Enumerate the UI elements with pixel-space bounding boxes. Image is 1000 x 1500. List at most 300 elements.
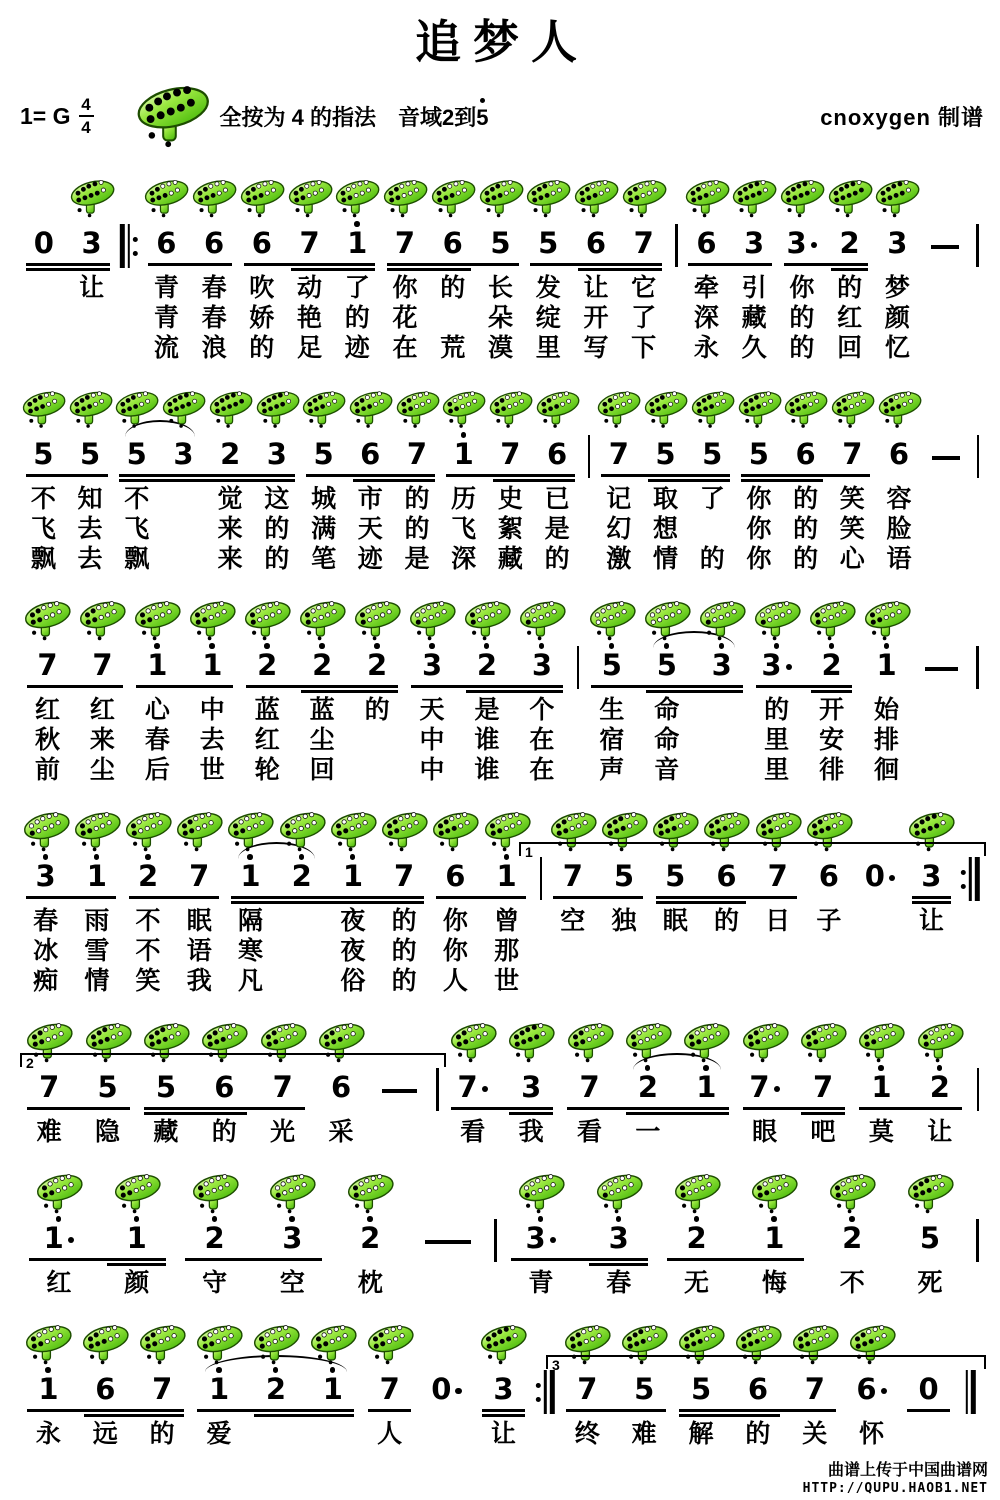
beam-underline — [782, 479, 823, 482]
lyric-char: 脸 — [886, 515, 912, 543]
lyric-char: 青 — [153, 304, 179, 332]
note-slot — [804, 642, 859, 695]
barline — [540, 857, 543, 900]
lyric-char: 在 — [529, 726, 555, 754]
beam-underline — [688, 263, 730, 266]
ocarina-fingering-icon — [876, 385, 923, 431]
lyric-char: 中 — [199, 696, 225, 724]
note-column — [190, 165, 238, 363]
time-signature-divider — [79, 115, 94, 117]
note-number: 7 — [379, 1372, 400, 1406]
note-slot — [160, 431, 207, 484]
note-column — [191, 1311, 248, 1449]
ocarina-fingering-icon — [752, 596, 802, 642]
ocarina-slot — [736, 376, 783, 431]
note-number: 3 — [711, 648, 732, 682]
note-slot — [190, 220, 238, 273]
beam-underline — [730, 1409, 787, 1412]
lyric-char — [957, 1419, 984, 1449]
ocarina-slot — [560, 1009, 618, 1064]
note-number: 6 — [843, 1374, 900, 1406]
note-number: 1 — [496, 859, 517, 893]
note-slot — [560, 1064, 618, 1117]
lyric-char: 记 — [606, 485, 632, 513]
ocarina-slot — [642, 376, 689, 431]
note-slot — [683, 220, 731, 273]
note-column — [658, 1160, 736, 1298]
note-column — [20, 376, 67, 574]
lyric-char: 让 — [918, 907, 944, 935]
ocarina-fingering-icon — [254, 385, 301, 431]
augmentation-dot — [881, 1388, 888, 1395]
note-number: 3 — [887, 226, 908, 260]
held-note-dash — [931, 245, 960, 249]
lyric-char: 的 — [344, 304, 370, 332]
volta-bracket-3 — [546, 1355, 986, 1373]
ocarina-slot — [852, 1009, 910, 1064]
note-slot — [409, 1215, 487, 1268]
note-slot — [778, 220, 826, 273]
note-number: 7 — [394, 226, 416, 260]
ocarina-slot — [75, 587, 130, 642]
note-slot — [207, 431, 254, 484]
note-column — [534, 376, 581, 574]
note-slot — [20, 220, 68, 273]
lyric-char: 爱 — [206, 1420, 232, 1448]
beam-underline — [460, 685, 515, 688]
beam-underline — [84, 1414, 134, 1417]
note-column — [694, 587, 749, 785]
beam-underline — [741, 474, 782, 477]
ocarina-fingering-icon — [72, 807, 122, 853]
ocarina-fingering-icon — [807, 596, 857, 642]
beam-underline — [589, 1263, 648, 1266]
note-column — [595, 376, 642, 574]
lyric-char: 排 — [874, 726, 900, 754]
note-slot — [668, 220, 683, 273]
note-number: 0 — [855, 861, 906, 893]
lyric-char — [855, 936, 906, 966]
barline — [494, 1219, 497, 1262]
note-column — [487, 376, 534, 574]
lyric-char — [20, 273, 68, 303]
watermark-site-name: 曲谱上传于中国曲谱网 — [827, 1461, 988, 1479]
beam-underline — [387, 268, 429, 271]
ocarina-fingering-icon — [672, 1169, 722, 1215]
lyric-char: 你 — [392, 274, 418, 302]
system-line-4 — [20, 798, 984, 996]
note-slot — [502, 1215, 580, 1268]
beam-underline — [254, 474, 295, 477]
song-title: 追梦人 — [415, 16, 589, 68]
lyric-char — [68, 303, 116, 333]
note-number: 0 — [418, 1374, 475, 1406]
note-slot — [534, 431, 581, 484]
note-column — [735, 1160, 813, 1298]
lyric-char: 颜 — [884, 304, 910, 332]
lyric-char: 蓝 — [309, 696, 335, 724]
beam-underline — [254, 1414, 304, 1417]
beam-underline — [912, 896, 951, 899]
system-line-5 — [20, 1009, 984, 1147]
barline — [976, 646, 979, 689]
ocarina-slot — [409, 1160, 487, 1215]
ocarina-slot — [969, 165, 984, 220]
barline-column — [969, 376, 984, 574]
lyric-char — [650, 936, 701, 966]
note-slot — [689, 431, 736, 484]
note-number: 5 — [702, 437, 723, 471]
beam-underline — [185, 1258, 254, 1261]
lyric-char: 后 — [144, 756, 170, 784]
note-number: 1 — [86, 859, 107, 893]
lyric-char: 笑 — [135, 967, 161, 995]
barline — [977, 1068, 980, 1111]
note-number: 7 — [37, 648, 58, 682]
note-column — [394, 376, 441, 574]
note-number: 1 — [764, 1221, 785, 1255]
note-number: 0 — [918, 1372, 939, 1406]
note-column — [701, 798, 752, 996]
note-column — [598, 798, 649, 996]
note-slot — [620, 220, 668, 273]
ocarina-fingering-icon — [448, 1018, 498, 1064]
beam-underline — [27, 1409, 77, 1412]
note-column — [137, 1009, 195, 1147]
note-column — [20, 1311, 77, 1449]
lyric-char: 远 — [92, 1420, 118, 1448]
note-column — [304, 1311, 361, 1449]
note-column — [677, 1009, 735, 1147]
note-number: 1 — [453, 437, 474, 471]
lyric-char: 春 — [201, 274, 227, 302]
note-number: 5 — [634, 1372, 655, 1406]
note-number: 6 — [747, 1372, 769, 1406]
high-octave-dot — [480, 98, 485, 103]
ocarina-slot — [430, 798, 481, 853]
note-slot — [957, 853, 984, 906]
ocarina-slot — [176, 1160, 254, 1215]
ocarina-slot — [502, 1160, 580, 1215]
note-number: 5 — [126, 437, 147, 471]
lyric-char: 你 — [442, 907, 468, 935]
note-column — [891, 1160, 969, 1298]
ocarina-slot — [130, 587, 185, 642]
note-column — [75, 587, 130, 785]
lyric-char: 雨 — [84, 907, 110, 935]
lyric-char: 的 — [793, 545, 819, 573]
repeat-start-barline — [120, 224, 138, 268]
note-column — [900, 1311, 957, 1449]
ocarina-slot — [922, 376, 969, 431]
ocarina-slot — [185, 587, 240, 642]
lyric-char: 命 — [654, 696, 680, 724]
ocarina-fingering-icon — [20, 385, 67, 431]
lyric-char — [855, 906, 906, 936]
note-column — [248, 1311, 305, 1449]
note-number: 5 — [656, 648, 677, 682]
note-slot — [969, 220, 984, 273]
ocarina-slot — [914, 587, 969, 642]
ocarina-fingering-icon — [381, 174, 429, 220]
ocarina-fingering-icon — [534, 385, 581, 431]
note-slot — [304, 1366, 361, 1419]
beam-underline — [197, 1409, 247, 1412]
note-slot — [524, 220, 572, 273]
lyric-char: 轮 — [254, 756, 280, 784]
note-number: 0 — [33, 226, 54, 260]
beam-underline — [620, 268, 662, 271]
ocarina-slot — [683, 165, 731, 220]
beam-underline — [78, 1107, 129, 1110]
note-number: 6 — [716, 859, 737, 893]
beam-underline — [306, 474, 347, 477]
ocarina-slot — [240, 587, 295, 642]
note-number: 5 — [655, 437, 676, 471]
lyric-char: 俗 — [340, 967, 366, 995]
note-slot — [736, 431, 783, 484]
note-slot — [794, 1064, 852, 1117]
ocarina-slot — [620, 165, 668, 220]
note-slot — [658, 1215, 736, 1268]
ocarina-slot — [20, 798, 71, 853]
note-column — [477, 165, 525, 363]
note-column — [361, 1311, 418, 1449]
lyric-char — [914, 755, 969, 785]
note-column — [286, 165, 334, 363]
augmentation-dot — [811, 242, 818, 249]
lyric-char: 秋 — [34, 726, 60, 754]
note-number: 2 — [220, 437, 241, 471]
lyric-char: 让 — [490, 1420, 516, 1448]
lyric-char: 幻 — [606, 515, 632, 543]
lyric-char — [20, 333, 68, 363]
lyric-char: 日 — [765, 907, 791, 935]
note-column — [560, 1009, 618, 1147]
lyric-char: 春 — [33, 907, 59, 935]
beam-underline — [598, 896, 643, 899]
note-number: 6 — [251, 226, 272, 260]
dash-column — [914, 587, 969, 785]
lyric-char — [969, 1117, 984, 1147]
note-number: 2 — [839, 226, 860, 260]
note-number: 6 — [442, 226, 463, 260]
note-number: 7 — [608, 437, 629, 471]
note-column — [253, 1160, 331, 1298]
beam-underline — [134, 1414, 184, 1417]
beam-underline — [730, 263, 772, 266]
ocarina-fingering-icon — [328, 807, 378, 853]
lyric-char: 中 — [419, 726, 445, 754]
lyric-char: 语 — [186, 937, 212, 965]
ocarina-slot — [71, 798, 122, 853]
lyric-char: 难 — [36, 1118, 62, 1146]
lyric-char — [580, 544, 595, 574]
note-number: 2 — [312, 648, 333, 682]
lyric-char — [969, 303, 984, 333]
note-slot — [331, 1215, 409, 1268]
lyric-char: 红 — [837, 304, 863, 332]
lyric-char: 痴 — [33, 967, 59, 995]
beam-underline — [511, 1258, 580, 1261]
note-column — [333, 165, 381, 363]
lyric-char: 春 — [606, 1269, 632, 1297]
lyric-char — [350, 725, 405, 755]
lyric-char: 容 — [886, 485, 912, 513]
beam-underline — [907, 1409, 950, 1412]
lyric-char: 命 — [654, 726, 680, 754]
note-slot — [115, 220, 142, 273]
ocarina-slot — [735, 1160, 813, 1215]
beam-underline — [195, 1107, 253, 1110]
note-slot — [78, 1064, 136, 1117]
note-number: 7 — [189, 859, 210, 893]
note-number: 2 — [204, 1221, 225, 1255]
ocarina-slot — [333, 165, 381, 220]
ocarina-slot — [350, 587, 405, 642]
note-slot — [873, 220, 921, 273]
beam-underline — [912, 901, 951, 904]
range-note: 音域2到 5 — [398, 101, 489, 132]
lyric-char: 想 — [652, 515, 678, 543]
beam-underline — [276, 901, 327, 904]
beam-underline — [626, 1112, 677, 1115]
credit-text: cnoxygen 制谱 — [820, 104, 984, 130]
note-column — [429, 165, 477, 363]
ocarina-slot — [295, 587, 350, 642]
lyric-char: 来 — [217, 515, 243, 543]
lyric-char: 冰 — [33, 937, 59, 965]
note-column — [98, 1160, 176, 1298]
note-slot — [752, 853, 803, 906]
ocarina-slot — [379, 798, 430, 853]
note-column — [826, 165, 874, 363]
ocarina-slot — [115, 165, 142, 220]
lyric-char — [803, 966, 854, 996]
note-number: 3 — [266, 437, 287, 471]
ocarina-fingering-icon — [267, 1169, 317, 1215]
note-column — [481, 798, 532, 996]
lyric-char — [957, 906, 984, 936]
lyric-char — [922, 544, 969, 574]
note-slot — [370, 1064, 428, 1117]
beam-underline — [29, 1258, 98, 1261]
note-column — [295, 587, 350, 785]
note-slot — [122, 853, 173, 906]
lyric-char: 已 — [544, 485, 570, 513]
lyric-char: 艳 — [297, 304, 323, 332]
ocarina-slot — [331, 1160, 409, 1215]
repeat-start-barline-column — [115, 165, 142, 363]
note-column — [225, 798, 276, 996]
beam-underline — [295, 685, 350, 688]
lyric-char: 忆 — [884, 334, 910, 362]
note-column — [347, 376, 394, 574]
lyric-char: 个 — [529, 696, 555, 724]
note-column — [876, 376, 923, 574]
beam-underline — [743, 1107, 794, 1110]
lyric-char: 颜 — [124, 1269, 150, 1297]
beam-underline — [253, 1258, 322, 1261]
lyric-char: 让 — [927, 1118, 953, 1146]
note-column — [639, 587, 694, 785]
system-line-1 — [20, 165, 984, 363]
lyric-char: 激 — [606, 545, 632, 573]
lyric-char — [969, 725, 984, 755]
ocarina-slot — [826, 165, 874, 220]
note-slot — [826, 220, 874, 273]
lyric-char: 青 — [528, 1269, 554, 1297]
lyric-char: 生 — [599, 696, 625, 724]
note-column — [142, 165, 190, 363]
ocarina-slot — [876, 376, 923, 431]
note-column — [276, 798, 327, 996]
lyric-char: 在 — [392, 334, 418, 362]
beam-underline — [27, 1107, 78, 1110]
lyric-char — [598, 936, 649, 966]
lyric-char: 谁 — [474, 726, 500, 754]
beam-underline — [129, 896, 174, 899]
lyric-char: 红 — [254, 726, 280, 754]
lyric-char: 的 — [793, 515, 819, 543]
lyric-char — [547, 966, 598, 996]
ocarina-fingering-icon — [477, 174, 525, 220]
ocarina-fingering-icon — [749, 1169, 799, 1215]
lyric-char: 是 — [404, 545, 430, 573]
lyric-char — [957, 966, 984, 996]
beam-underline — [276, 896, 327, 899]
note-column — [381, 165, 429, 363]
lyric-char — [276, 936, 327, 966]
score-header — [20, 80, 984, 152]
lyric-char: 终 — [574, 1420, 600, 1448]
beam-underline — [148, 263, 190, 266]
beam-underline — [207, 474, 254, 477]
ocarina-fingering-icon — [697, 596, 747, 642]
note-number: 1 — [876, 648, 897, 682]
beam-underline — [207, 479, 254, 482]
ocarina-slot — [418, 1311, 475, 1366]
note-number: 1 — [147, 648, 168, 682]
lyric-char: 深 — [451, 545, 477, 573]
lyric-char — [350, 755, 405, 785]
watermark — [803, 1461, 988, 1497]
lyric-char: 久 — [741, 334, 767, 362]
lyric-char: 了 — [699, 485, 725, 513]
note-column — [584, 587, 639, 785]
note-number: 6 — [95, 1372, 116, 1406]
lyric-char — [694, 755, 749, 785]
note-column — [254, 1009, 312, 1147]
ocarina-slot — [190, 165, 238, 220]
note-column — [331, 1160, 409, 1298]
note-number: 2 — [360, 1221, 381, 1255]
ocarina-fingering-icon — [915, 1018, 965, 1064]
note-slot — [749, 642, 804, 695]
note-column — [176, 1160, 254, 1298]
lyric-char — [248, 1419, 305, 1449]
note-number: 7 — [272, 1070, 293, 1104]
note-column — [405, 587, 460, 785]
note-column — [78, 1009, 136, 1147]
lyric-char: 永 — [693, 334, 719, 362]
beam-underline — [394, 474, 435, 477]
lyric-char: 的 — [544, 545, 570, 573]
beam-underline — [379, 896, 424, 899]
lyric-char: 音 — [654, 756, 680, 784]
note-slot — [911, 1064, 969, 1117]
note-slot — [969, 431, 984, 484]
